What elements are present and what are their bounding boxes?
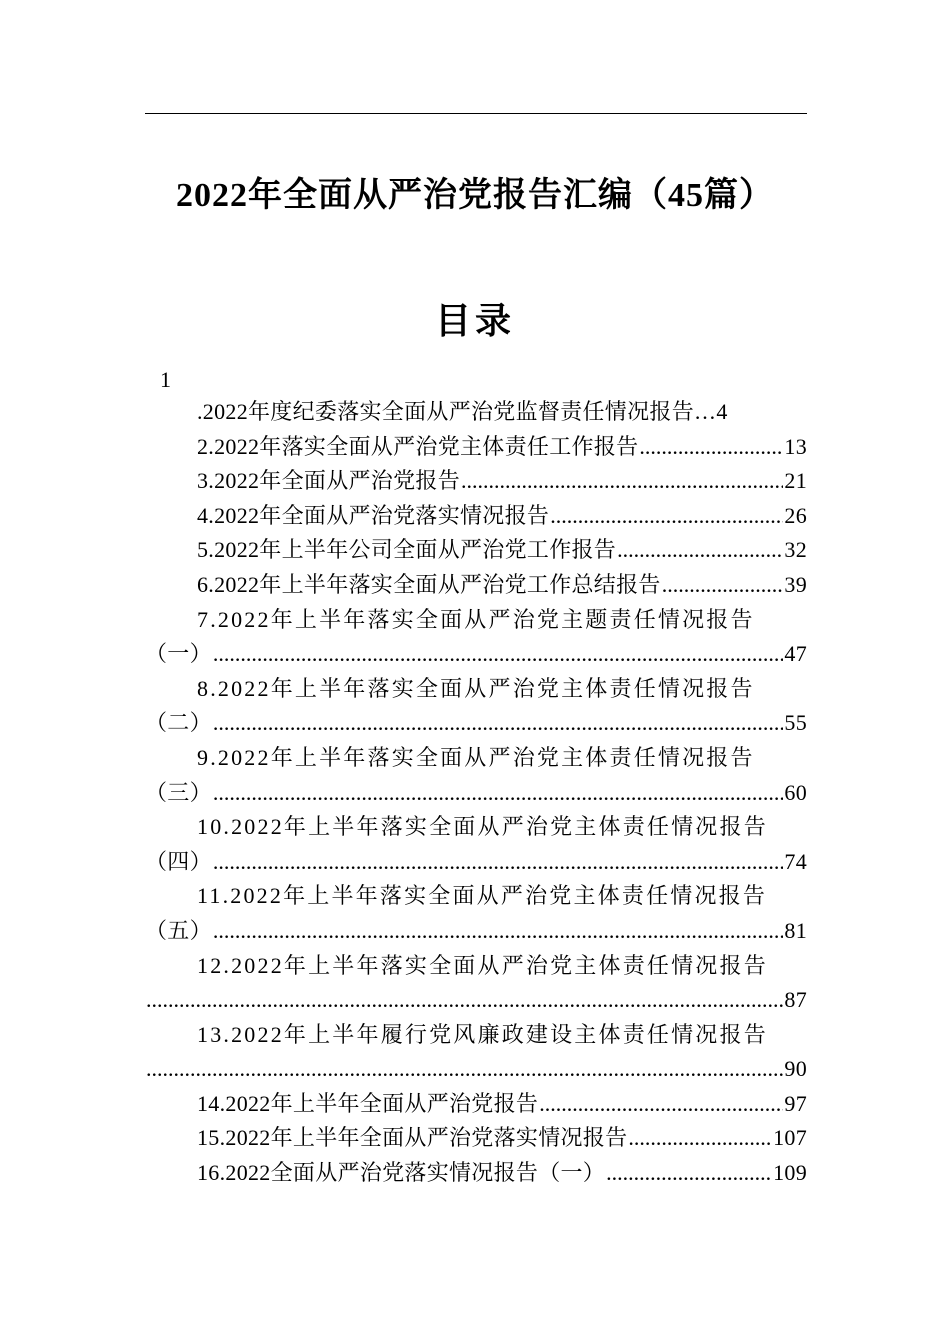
toc-leader xyxy=(146,1052,783,1087)
toc-entry-line xyxy=(145,395,807,430)
toc-leader xyxy=(606,1156,772,1191)
toc-leader xyxy=(146,983,783,1018)
toc-entry-line xyxy=(145,603,807,638)
toc-page-number: 26 xyxy=(784,502,807,528)
toc-entry-title: 8.2022年上半年落实全面从严治党主体责任情况报告 xyxy=(197,675,755,701)
toc-entry-title: .2022年度纪委落实全面从严治党监督责任情况报告 xyxy=(197,399,695,424)
toc-entry[interactable] xyxy=(145,1156,807,1191)
toc-entry[interactable] xyxy=(145,672,807,741)
toc-entry-line xyxy=(145,949,807,984)
toc-page-number: 109 xyxy=(773,1160,807,1186)
toc-entry[interactable] xyxy=(145,810,807,879)
toc-entry[interactable] xyxy=(145,741,807,810)
toc-entry-line xyxy=(145,637,807,672)
toc-leader xyxy=(628,1121,772,1156)
toc-page-number: 47 xyxy=(784,641,807,667)
toc-page-number: 4 xyxy=(716,399,728,424)
toc-leader xyxy=(662,568,784,603)
toc-entry-title: 9.2022年上半年落实全面从严治党主体责任情况报告 xyxy=(197,744,755,770)
toc-entry[interactable] xyxy=(145,395,807,430)
toc-page-number: 87 xyxy=(784,987,807,1013)
toc-entry[interactable] xyxy=(145,1087,807,1122)
toc-page-number: 90 xyxy=(784,1056,807,1082)
document-title: 2022年全面从严治党报告汇编（45篇） xyxy=(176,177,774,214)
toc-entry[interactable] xyxy=(145,430,807,465)
toc-entry-line xyxy=(145,879,807,914)
toc-entry-line xyxy=(145,741,807,776)
toc-entry-title: 3.2022年全面从严治党报告 xyxy=(197,468,461,494)
toc-entry[interactable] xyxy=(145,879,807,948)
toc-page-number: 55 xyxy=(784,710,807,736)
toc-entry-title: 10.2022年上半年落实全面从严治党主体责任情况报告 xyxy=(197,814,768,840)
toc-entry-title: 14.2022年上半年全面从严治党报告 xyxy=(197,1090,539,1116)
toc-leader xyxy=(539,1087,783,1122)
toc-entry[interactable] xyxy=(145,949,807,1018)
toc-entry-line xyxy=(145,914,807,949)
toc-entry-title: 4.2022年全面从严治党落实情况报告 xyxy=(197,502,550,528)
toc-entry-title: 15.2022年上半年全面从严治党落实情况报告 xyxy=(197,1125,628,1151)
toc-leader: … xyxy=(694,399,717,424)
toc-leader xyxy=(461,464,783,499)
toc-leader xyxy=(213,914,783,949)
toc-number-line: 1 xyxy=(160,367,171,392)
toc-leader xyxy=(213,706,783,741)
toc-leader xyxy=(213,845,783,880)
toc-entry-line xyxy=(145,430,807,465)
toc-entry[interactable] xyxy=(145,568,807,603)
toc-leader xyxy=(617,533,783,568)
toc-entry-title: 6.2022年上半年落实全面从严治党工作总结报告 xyxy=(197,571,661,597)
toc-leader xyxy=(639,430,783,465)
toc-entry-line xyxy=(145,845,807,880)
toc-entry-line xyxy=(145,1087,807,1122)
toc-entry-line xyxy=(145,810,807,845)
toc-entry-suffix: （二） xyxy=(145,710,212,736)
toc-entry-suffix: （一） xyxy=(145,641,212,667)
toc-entry-title: 16.2022全面从严治党落实情况报告（一） xyxy=(197,1160,606,1186)
toc-entry-suffix: （四） xyxy=(145,848,212,874)
toc-entry-title: 13.2022年上半年履行党风廉政建设主体责任情况报告 xyxy=(197,1021,768,1047)
toc-entry-line xyxy=(145,533,807,568)
toc-page-number: 13 xyxy=(784,433,807,459)
toc-entry-title: 12.2022年上半年落实全面从严治党主体责任情况报告 xyxy=(197,952,768,978)
toc-entry-title: 5.2022年上半年公司全面从严治党工作报告 xyxy=(197,537,617,563)
toc-leader xyxy=(213,637,783,672)
toc-leader xyxy=(213,776,783,811)
header-rule xyxy=(145,113,807,114)
toc-entry[interactable] xyxy=(145,464,807,499)
toc-page-number: 32 xyxy=(784,537,807,563)
toc-entry-line xyxy=(145,1052,807,1087)
toc-entry-line xyxy=(145,706,807,741)
toc-entry-suffix: （三） xyxy=(145,779,212,805)
toc-leader xyxy=(550,499,783,534)
toc-entry[interactable] xyxy=(145,603,807,672)
toc-page-number: 74 xyxy=(784,848,807,874)
toc-entry[interactable] xyxy=(145,1121,807,1156)
toc-entry[interactable] xyxy=(145,1018,807,1087)
table-of-contents xyxy=(145,395,807,1191)
toc-page-number: 107 xyxy=(773,1125,807,1151)
toc-page-number: 39 xyxy=(784,571,807,597)
toc-entry-line xyxy=(145,464,807,499)
toc-entry-title: 2.2022年落实全面从严治党主体责任工作报告 xyxy=(197,433,639,459)
toc-page-number: 60 xyxy=(784,779,807,805)
toc-page-number: 81 xyxy=(784,917,807,943)
toc-page-number: 21 xyxy=(784,468,807,494)
toc-entry-suffix: （五） xyxy=(145,917,212,943)
toc-entry-line xyxy=(145,1156,807,1191)
toc-entry[interactable] xyxy=(145,533,807,568)
toc-entry-title: 7.2022年上半年落实全面从严治党主题责任情况报告 xyxy=(197,606,755,632)
toc-page-number: 97 xyxy=(784,1090,807,1116)
toc-entry-line xyxy=(145,672,807,707)
toc-entry-title: 11.2022年上半年落实全面从严治党主体责任情况报告 xyxy=(197,883,768,909)
toc-entry-line xyxy=(145,1121,807,1156)
toc-heading: 目录 xyxy=(434,301,515,341)
toc-entry[interactable] xyxy=(145,499,807,534)
toc-entry-line xyxy=(145,568,807,603)
toc-entry-line xyxy=(145,776,807,811)
toc-entry-line xyxy=(145,499,807,534)
toc-entry-line xyxy=(145,983,807,1018)
toc-entry-line xyxy=(145,1018,807,1053)
